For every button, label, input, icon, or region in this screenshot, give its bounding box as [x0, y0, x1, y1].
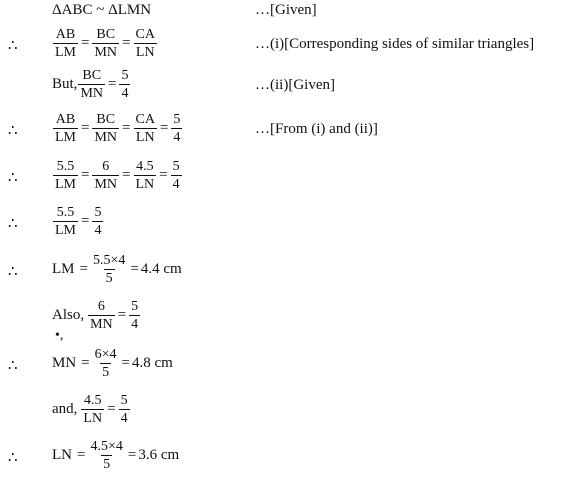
fraction-bc-mn: $\frac{BC}{MN}$	[80, 68, 103, 101]
fraction-ab-lm: $\frac{AB}{LM}$	[55, 27, 76, 60]
equals-sign: =	[122, 35, 131, 51]
lm-value: 4.4 cm	[140, 261, 182, 277]
reason-from-i-ii: …[From (i) and (ii)]	[255, 121, 378, 137]
ln-value: 3.6 cm	[138, 447, 180, 463]
equals-sign: =	[81, 35, 90, 51]
therefore-symbol: ∴	[8, 38, 18, 54]
reason-given-ii: …(ii)[Given]	[255, 77, 335, 93]
fraction-ca-ln: $\frac{CA}{LN}$	[135, 27, 155, 60]
reason-corresponding-sides: …(i)[Corresponding sides of similar triangles]	[255, 36, 535, 52]
solution-page: ΔABC ~ ΔLMN …[Given] ∴ $\frac{AB}{LM}$ = $\frac{BC}{MN}$ = $\frac{CA}{LN}$ …(i)[Corresponding sides of similar triangles] But, $\frac{BC}{MN}$ = $\frac{5}{4}$ …(ii)[Given] ∴ $\frac{AB}{LM}$ = $\frac{BC}{MN}$ = $\frac{CA}{LN}$ = $\frac{5}{4}$ …[From (i) and (ii)] ∴ $\frac{5.5}{LM}$ = $\frac{6}{MN}$ = $\frac{4.5}{LN}$ = $\frac{5}{4}$ ∴ $\frac{5.5}{LM}$ = $\frac{5}{4}$ ∴ LM = $\frac{5.5\times 4}{5}$ = 4.4 cm Also, $\frac{6}{MN}$ = $\frac{5}{4}$ •, ∴ MN = $\frac{6\times 4}{5}$ = 4.8 cm and, $\frac{4.5}{LN}$ = $\frac{5}{4}$ ∴ LN = $\frac{4.5\times 4}{5}$ = 3.6 cm	[8, 2, 535, 472]
reason-given: …[Given]	[255, 2, 317, 18]
similarity-statement: ΔABC ~ ΔLMN	[52, 2, 152, 18]
fraction-bc-mn: $\frac{BC}{MN}$	[94, 27, 118, 60]
mn-value: 4.8 cm	[132, 355, 173, 371]
fraction-5-4: $\frac{5}{4}$	[121, 68, 129, 101]
stray-mark: •,	[55, 328, 64, 343]
